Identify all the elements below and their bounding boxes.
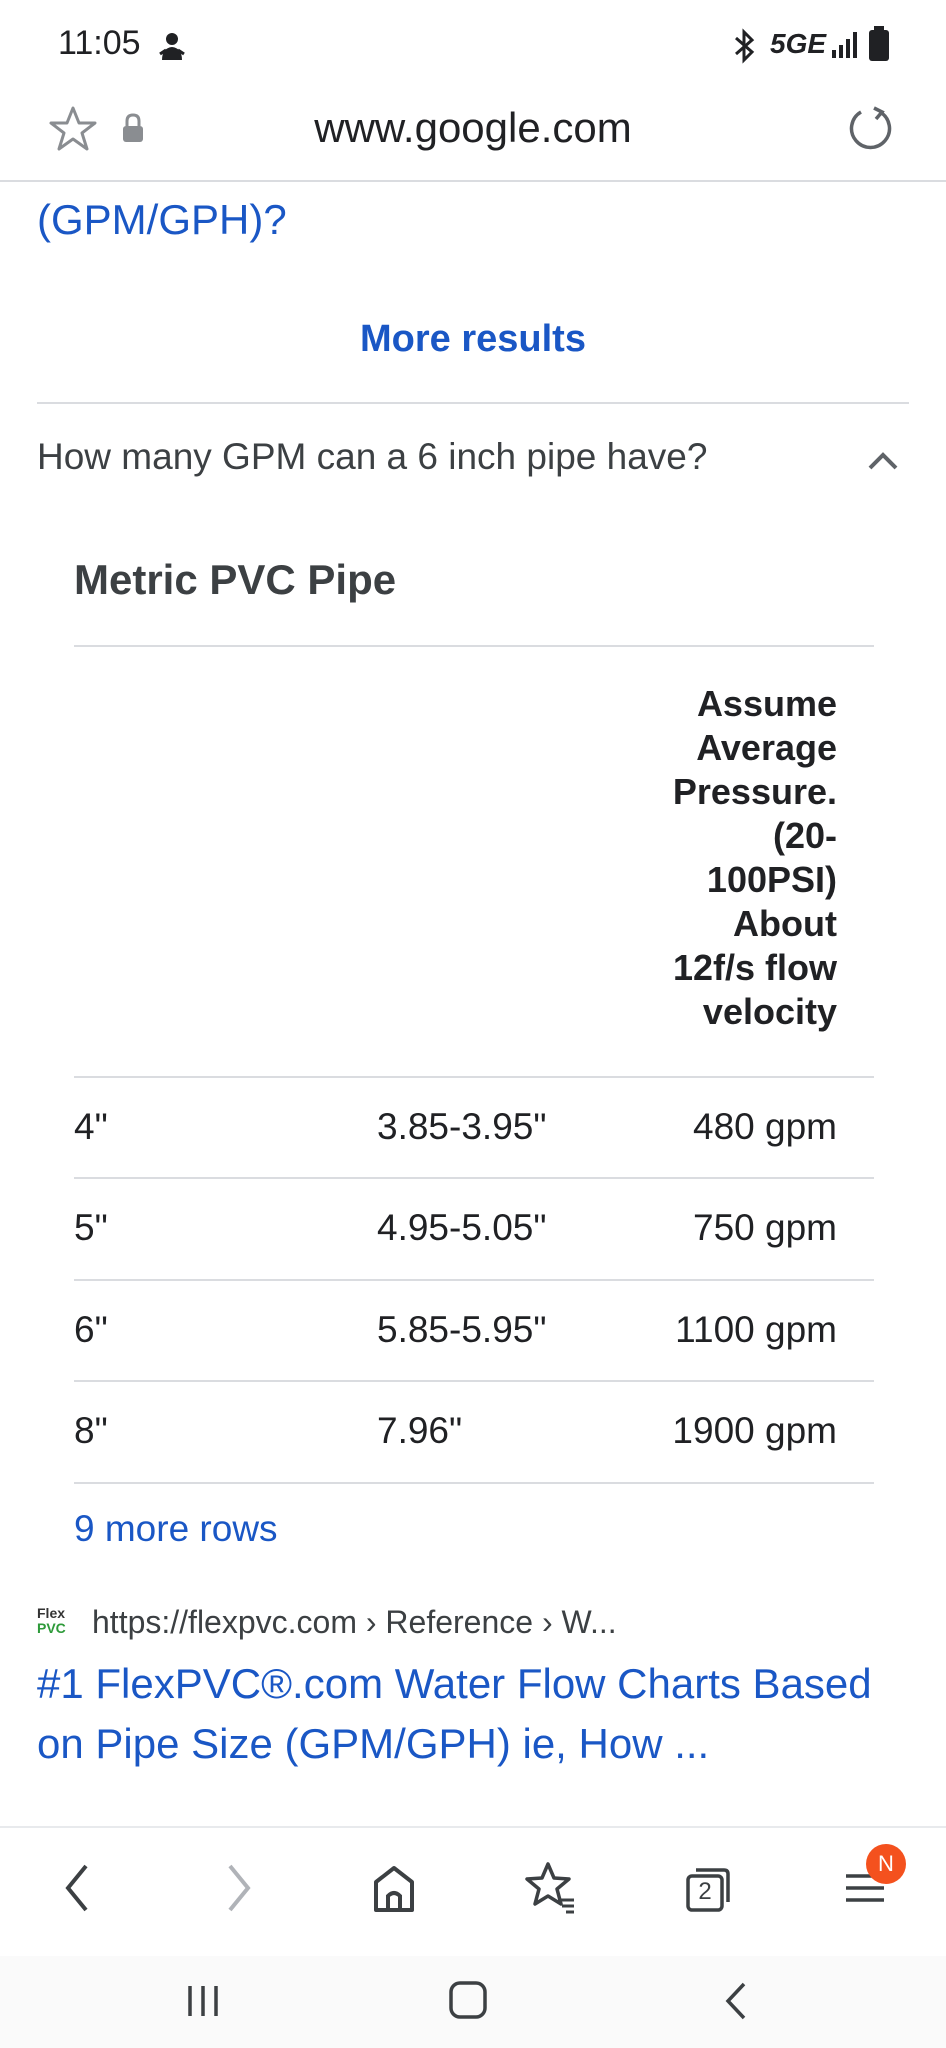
menu-notification-badge: N bbox=[866, 1844, 906, 1884]
cell-size: 6" bbox=[74, 1309, 108, 1350]
header-line: (20- bbox=[772, 815, 837, 856]
divider bbox=[74, 645, 874, 647]
system-back-icon[interactable] bbox=[712, 1976, 762, 2026]
cell-flow: 480 gpm bbox=[693, 1106, 837, 1147]
header-line: Assume bbox=[696, 683, 837, 724]
chevron-up-icon[interactable] bbox=[866, 448, 900, 472]
header-line: About bbox=[733, 903, 837, 944]
notification-icon bbox=[158, 30, 186, 64]
recent-apps-icon[interactable] bbox=[178, 1976, 228, 2026]
header-line: Average bbox=[696, 727, 837, 768]
url-text[interactable]: www.google.com bbox=[314, 104, 632, 151]
more-rows-link[interactable]: 9 more rows bbox=[74, 1508, 278, 1549]
cell-size: 4" bbox=[74, 1106, 108, 1147]
table-title: Metric PVC Pipe bbox=[74, 556, 397, 603]
header-line: 12f/s flow bbox=[672, 947, 837, 988]
table-row bbox=[74, 1177, 874, 1279]
back-icon[interactable] bbox=[38, 1848, 118, 1928]
cell-size: 8" bbox=[74, 1410, 108, 1451]
cell-diameter: 5.85-5.95" bbox=[377, 1309, 547, 1350]
tab-count: 2 bbox=[698, 1878, 712, 1905]
header-line: 100PSI) bbox=[706, 859, 837, 900]
system-nav-bar bbox=[0, 1956, 946, 2048]
tabs-button[interactable] bbox=[668, 1848, 748, 1928]
status-time: 11:05 bbox=[58, 24, 141, 62]
reload-icon[interactable] bbox=[846, 104, 896, 154]
cell-size: 5" bbox=[74, 1207, 108, 1248]
network-type-label: 5GE bbox=[770, 28, 827, 59]
header-line: Pressure. bbox=[672, 771, 837, 812]
table-row bbox=[74, 1380, 874, 1482]
more-results-link[interactable]: More results bbox=[360, 318, 586, 360]
home-button-icon[interactable] bbox=[444, 1976, 494, 2026]
cell-diameter: 3.85-3.95" bbox=[377, 1106, 547, 1147]
result-title-link[interactable]: #1 FlexPVC®.com Water Flow Charts Based on Pipe Size (GPM/GPH) ie, How ... bbox=[37, 1660, 872, 1767]
forward-icon[interactable] bbox=[198, 1848, 278, 1928]
address-bar bbox=[0, 90, 946, 182]
table-row bbox=[74, 1279, 874, 1381]
cell-diameter: 7.96" bbox=[377, 1410, 463, 1451]
cell-flow: 1100 gpm bbox=[675, 1309, 837, 1350]
cell-diameter: 4.95-5.05" bbox=[377, 1207, 547, 1248]
previous-result-title[interactable]: (GPM/GPH)? bbox=[37, 196, 287, 243]
header-line: velocity bbox=[702, 991, 837, 1032]
cell-flow: 750 gpm bbox=[693, 1207, 837, 1248]
browser-toolbar bbox=[0, 1826, 946, 1958]
cell-flow: 1900 gpm bbox=[672, 1410, 837, 1451]
status-bar bbox=[0, 0, 946, 90]
bookmarks-icon[interactable] bbox=[512, 1848, 592, 1928]
result-breadcrumb[interactable]: https://flexpvc.com › Reference › W... bbox=[92, 1604, 617, 1640]
site-favicon: Flex PVC bbox=[37, 1605, 66, 1636]
home-icon[interactable] bbox=[354, 1848, 434, 1928]
bluetooth-icon bbox=[730, 28, 760, 64]
related-question[interactable]: How many GPM can a 6 inch pipe have? bbox=[37, 436, 708, 477]
battery-icon bbox=[868, 26, 890, 62]
divider bbox=[37, 402, 909, 404]
table-row bbox=[74, 1076, 874, 1178]
table-header-flow bbox=[580, 682, 837, 1034]
signal-icon bbox=[830, 30, 860, 60]
divider bbox=[74, 1482, 874, 1484]
